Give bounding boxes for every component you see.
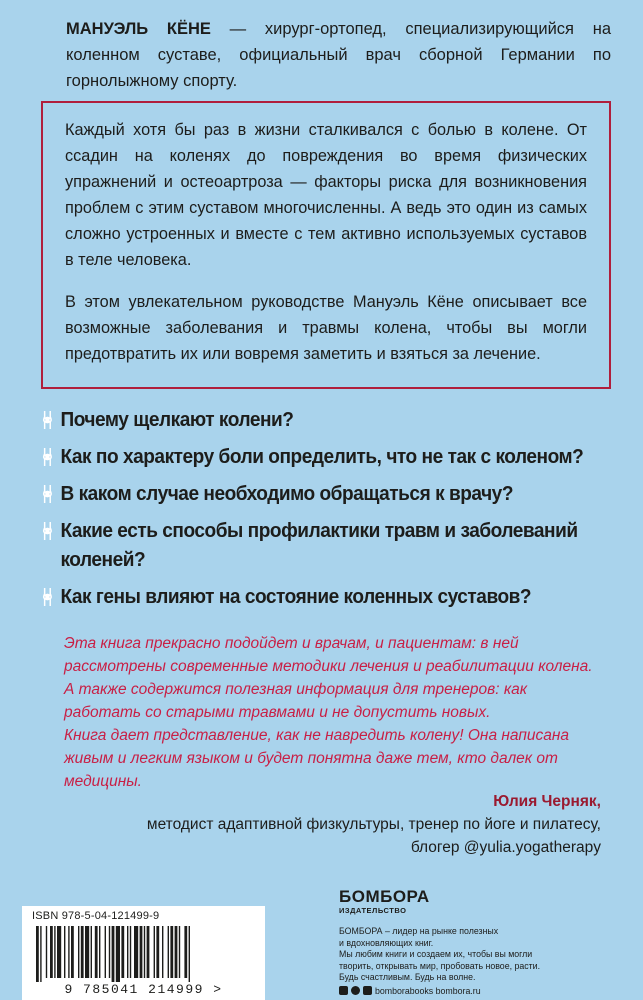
knee-icon <box>40 410 55 430</box>
publisher-description <box>339 926 599 984</box>
description-paragraph: В этом увлекательном руководстве Мануэль Кёне описывает все возможные заболевания и травмы колена, чтобы вы могли предотвратить их или вовремя заметить и взяться за лечение. <box>65 293 587 363</box>
knee-icon <box>40 447 55 467</box>
author-name: МАНУЭЛЬ КЁНЕ <box>66 20 211 38</box>
review-quote <box>64 632 604 793</box>
barcode-icon <box>32 926 255 982</box>
reviewer-title: методист адаптивной физкультуры, тренер по йоге и пилатесу, <box>146 816 601 833</box>
reviewer-signature <box>41 790 601 859</box>
reviewer-name: Юлия Черняк, <box>493 793 601 810</box>
publisher-line: Будь счастливым. Будь на волне. <box>339 972 476 982</box>
publisher-contacts-text: bomborabooks bombora.ru <box>375 985 481 996</box>
publisher-line: творить, открывать мир, пробовать новое, расти. <box>339 960 541 971</box>
publisher-subtitle: ИЗДАТЕЛЬСТВО <box>339 906 407 915</box>
description-box <box>41 101 611 389</box>
social-icon <box>351 986 360 995</box>
publisher-block <box>339 888 599 996</box>
isbn-text: ISBN 978-5-04-121499-9 <box>32 910 160 922</box>
publisher-line: Мы любим книги и создаем их, чтобы вы могли <box>339 949 533 959</box>
question-item <box>40 442 638 471</box>
review-paragraph: Книга дает представление, как не навредить колену! Она написана живым и легким языком и будет понятна даже тем, кто далек от медицины. <box>64 727 570 790</box>
question-text: В каком случае необходимо обращаться к врачу? <box>60 482 514 505</box>
question-item <box>40 405 638 434</box>
question-text: Почему щелкают колени? <box>60 408 294 431</box>
question-item <box>40 582 638 611</box>
barcode-box <box>22 906 265 1000</box>
knee-icon <box>40 521 55 541</box>
author-intro-text: — хирург-ортопед, специализирующийся на коленном суставе, официальный врач сборной Германии по горнолыжному спорту. <box>66 20 611 90</box>
publisher-line: БОМБОРА – лидер на рынке полезных <box>339 926 499 936</box>
author-intro <box>66 16 611 94</box>
question-text: Как по характеру боли определить, что не так с коленом? <box>60 445 584 468</box>
social-icon <box>339 986 348 995</box>
knee-icon <box>40 587 55 607</box>
description-paragraph: Каждый хотя бы раз в жизни сталкивался с болью в колене. От ссадин на коленях до повреждения во время физических упражнений и остеоартроза — факторы риска для возникновения проблем с этим суставом многочисленны. А ведь это один из самых сложно устроенных и вместе с тем активно используемых суставов в теле человека. <box>65 121 587 269</box>
reviewer-blog: блогер @yulia.yogatherapy <box>410 839 601 856</box>
social-icon <box>363 986 372 995</box>
question-text: Какие есть способы профилактики травм и заболеваний коленей? <box>60 519 578 571</box>
review-paragraph: Эта книга прекрасно подойдет и врачам, и пациентам: в ней рассмотрены современные методики лечения и реабилитации колена. А также содержится полезная информация для тренеров: как работать со старыми травмами и не допустить новых. <box>64 635 593 721</box>
barcode-digits: 9 785041 214999 > <box>64 982 223 997</box>
questions-list <box>40 405 615 619</box>
publisher-contacts <box>339 986 599 996</box>
question-text: Как гены влияют на состояние коленных суставов? <box>60 585 532 608</box>
publisher-line: и вдохновляющих книг. <box>339 937 434 948</box>
publisher-logo: БОМБОРА <box>339 887 430 906</box>
question-item <box>40 479 638 508</box>
question-item <box>40 516 638 574</box>
knee-icon <box>40 484 55 504</box>
